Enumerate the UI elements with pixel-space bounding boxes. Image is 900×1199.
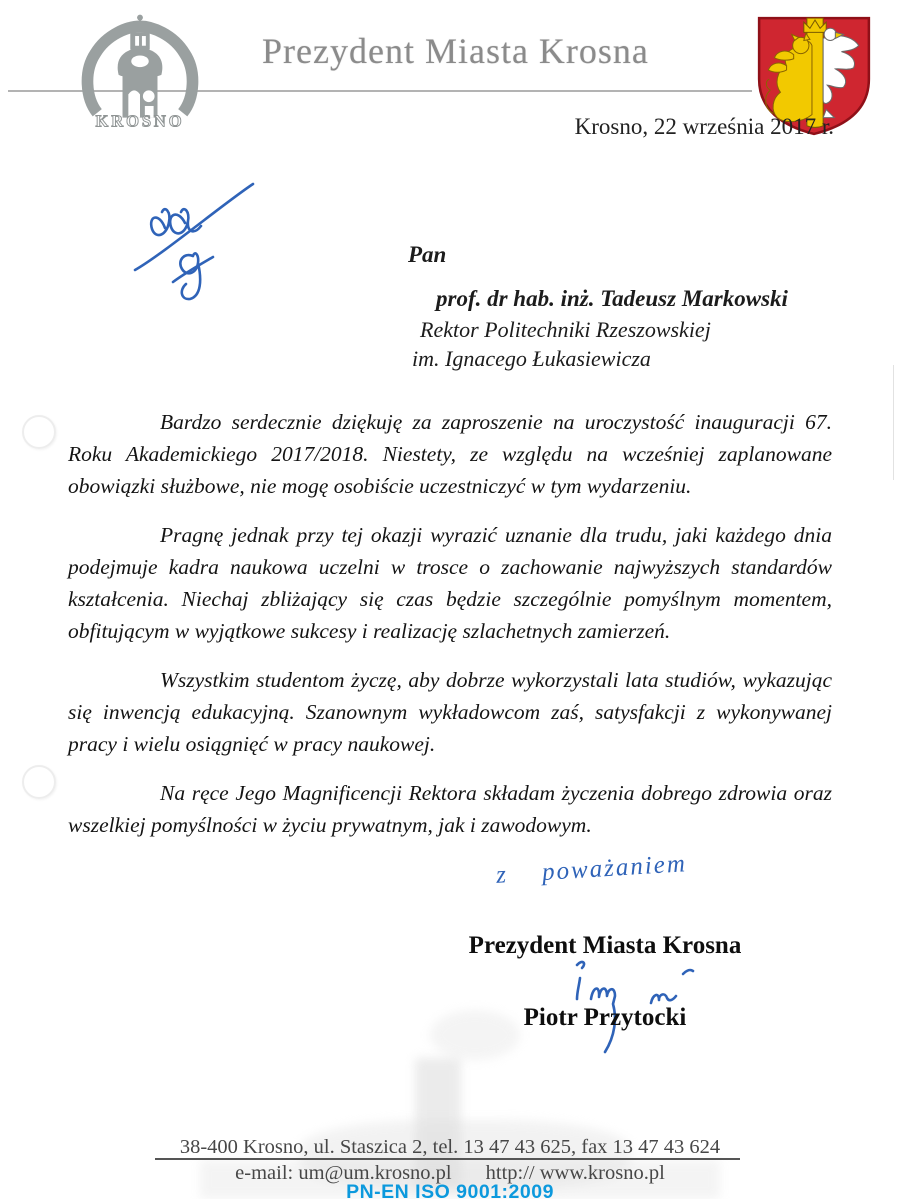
footer-email: e-mail: um@um.krosno.pl <box>235 1162 452 1184</box>
sender-name: Piotr Przytocki <box>523 1004 687 1031</box>
logo-wordmark: KROSNO <box>95 111 185 130</box>
punch-hole-artifact <box>22 765 56 799</box>
punch-hole-artifact <box>22 415 56 449</box>
footer-address: 38-400 Krosno, ul. Staszica 2, tel. 13 47 43 625, fax 13 47 43 624 <box>179 1136 721 1158</box>
krosno-logo-icon <box>72 12 208 130</box>
recipient-block <box>408 240 788 373</box>
letter-body <box>68 406 832 858</box>
handwritten-closing: z poważaniem <box>495 850 688 889</box>
dateline: Krosno, 22 września 2017 r. <box>574 114 834 139</box>
footer-url: http:// www.krosno.pl <box>485 1162 665 1184</box>
watermark-smudge <box>430 1010 520 1060</box>
recipient-institution: im. Ignacego Łukasiewicza <box>412 345 651 371</box>
recipient-name: prof. dr hab. inż. Tadeusz Markowski <box>436 286 788 312</box>
footer-iso-certification: PN-EN ISO 9001:2009 <box>346 1181 554 1199</box>
recipient-position: Rektor Politechniki Rzeszowskiej <box>420 316 711 342</box>
sender-title: Prezydent Miasta Krosna <box>468 932 742 959</box>
body-paragraph-3: Wszystkim studentom życzę, aby dobrze wykorzystali lata studiów, wykazując się inwencją edukacyjną. Szanownym wykładowcom zaś, satysfakcji z wykonywanej pracy i wielu osiągnięć w pracy naukowej. <box>68 668 832 756</box>
page-title: Prezydent Miasta Krosna <box>262 31 649 71</box>
body-paragraph-1: Bardzo serdecznie dziękuję za zaproszenie na uroczystość inauguracji 67. Roku Akademickiego 2017/2018. Niestety, ze względu na wcześniej zaplanowane obowiązki służbowe, nie mogę osobiście uczestniczyć w tym wydarzeniu. <box>68 410 832 498</box>
handwritten-paraph-icon <box>105 172 355 322</box>
body-paragraph-2: Pragnę jednak przy tej okazji wyrazić uznanie dla trudu, jaki każdego dnia podejmuje kadra naukowa uczelni w trosce o zachowanie najwyższych standardów kształcenia. Niechaj zbliżający się czas będzie szczególnie pomyślnym momentem, obfitującym w wyjątkowe sukcesy i realizację szlachetnych zamierzeń. <box>68 523 832 643</box>
body-paragraph-4: Na ręce Jego Magnificencji Rektora składam życzenia dobrego zdrowia oraz wszelkiej pomyślności w życiu prywatnym, jak i zawodowym. <box>68 781 832 837</box>
footer-divider <box>155 1158 740 1160</box>
scan-edge-artifact <box>893 365 894 480</box>
recipient-salutation: Pan <box>408 242 447 267</box>
